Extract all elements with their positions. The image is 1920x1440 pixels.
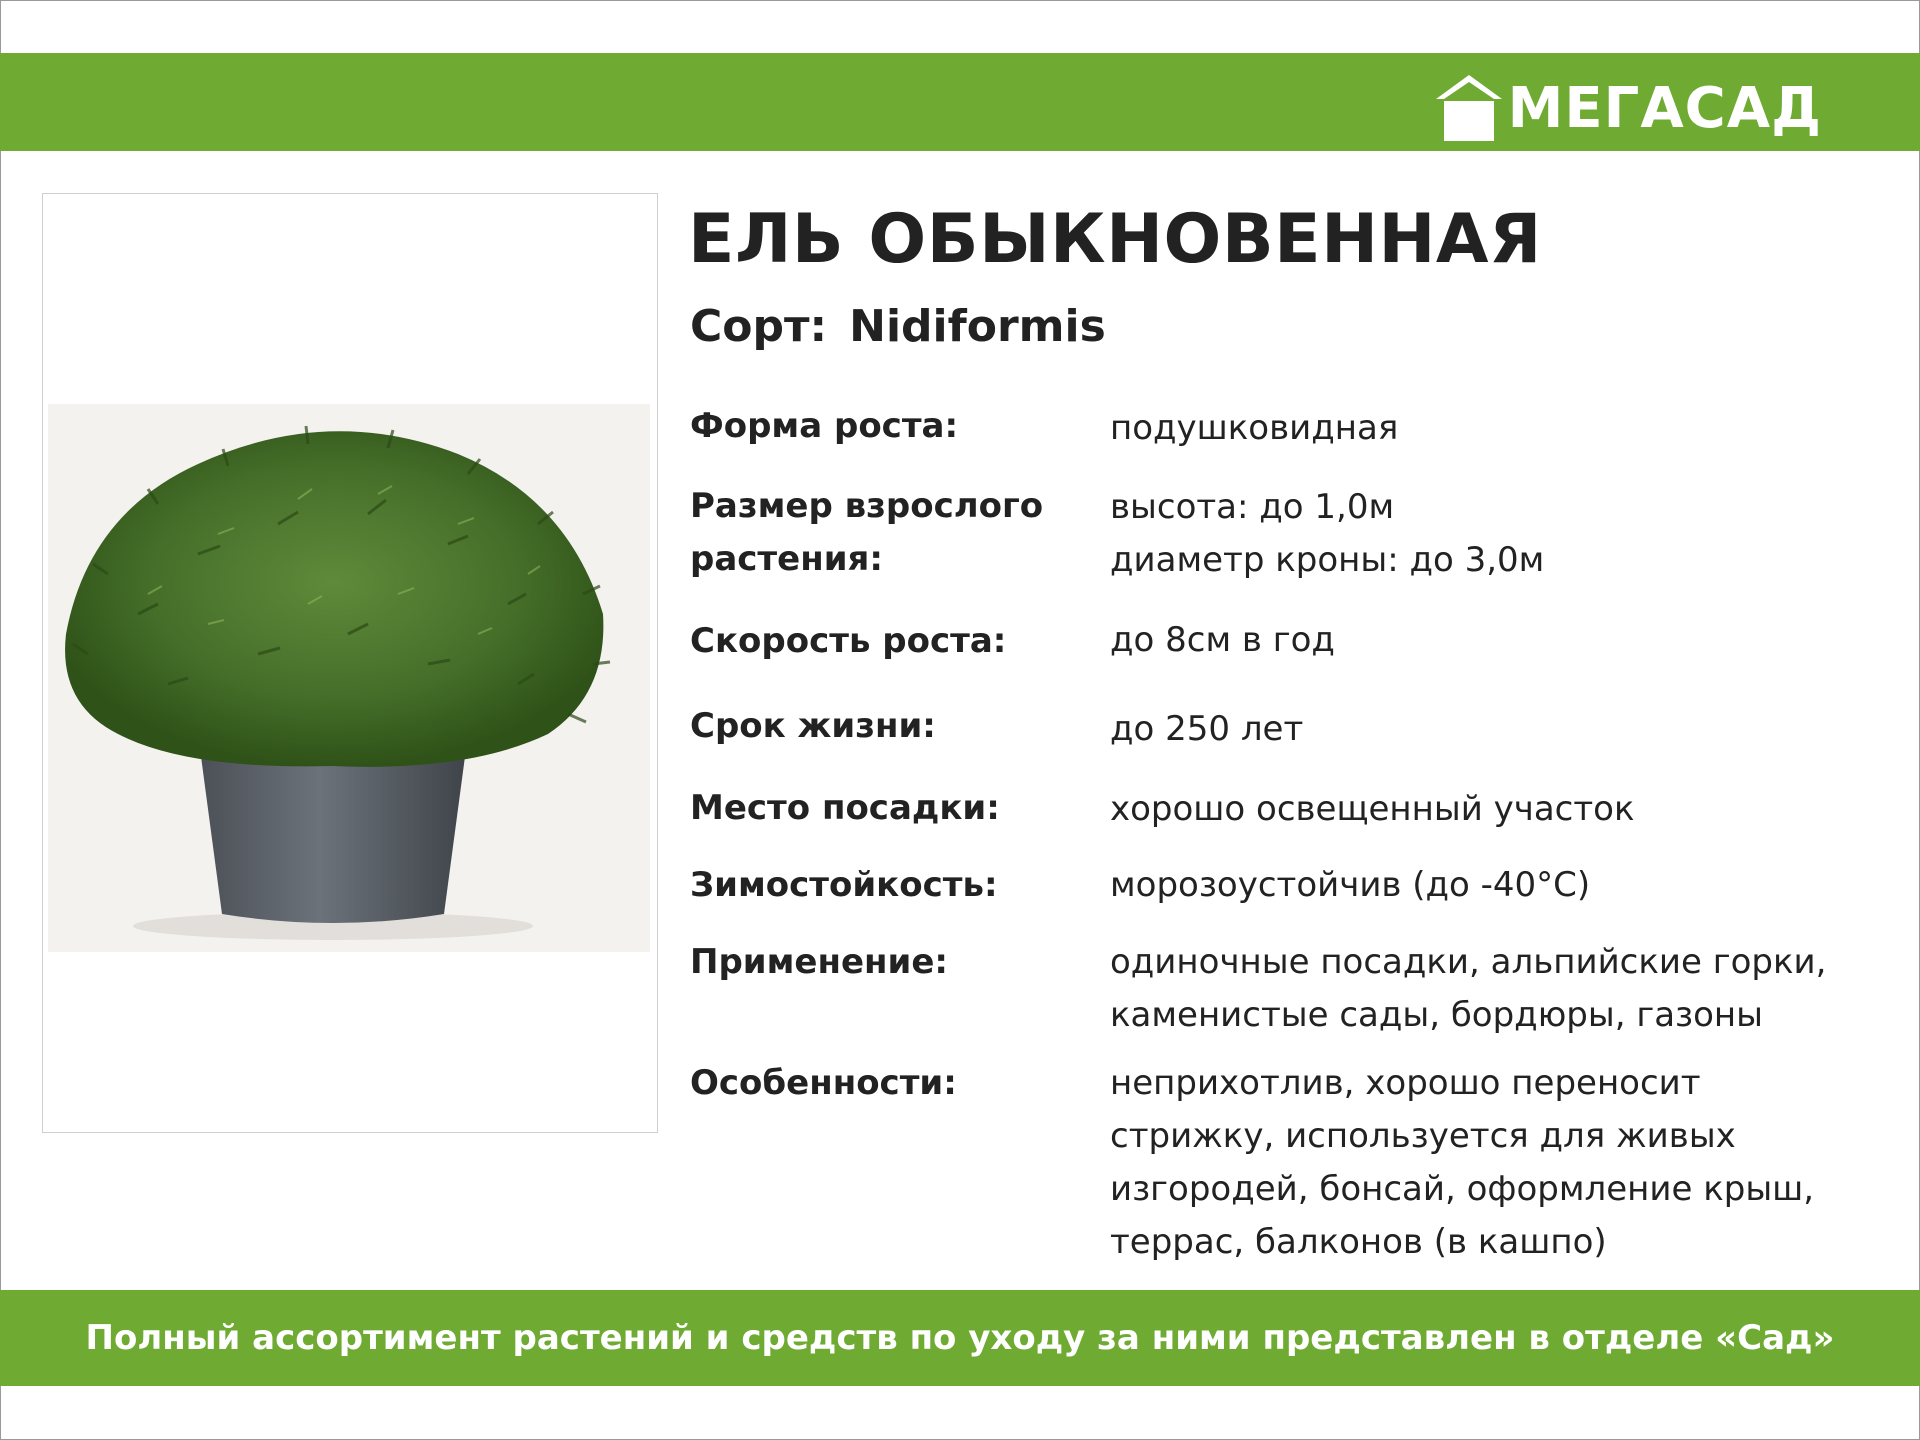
property-value: хорошо освещенный участок xyxy=(1110,789,1635,829)
property-label: Скорость роста: xyxy=(690,621,1007,661)
product-photo xyxy=(42,193,658,1133)
house-icon xyxy=(1434,71,1504,143)
footer-text: Полный ассортимент растений и средств по уходу за ними представлен в отделе «Сад» xyxy=(85,1318,1835,1358)
potted-spruce-image xyxy=(48,404,650,952)
product-variety xyxy=(690,298,1106,356)
property-value: подушковидная xyxy=(1110,408,1399,448)
property-value: неприхотлив, хорошо переносит стрижку, используется для живых изгородей, бонсай, оформление крыш, террас, балконов (в кашпо) xyxy=(1110,1063,1815,1262)
product-title: ЕЛЬ ОБЫКНОВЕННАЯ xyxy=(688,200,1542,279)
property-label: Зимостойкость: xyxy=(690,865,998,905)
property-value: одиночные посадки, альпийские горки, каменистые сады, бордюры, газоны xyxy=(1110,942,1827,1035)
brand-name: МЕГАСАД xyxy=(1507,76,1822,141)
property-value: до 250 лет xyxy=(1110,709,1304,749)
brand-logo xyxy=(1434,63,1822,143)
property-value: морозоустойчив (до -40°С) xyxy=(1110,865,1591,905)
property-value: высота: до 1,0м диаметр кроны: до 3,0м xyxy=(1110,487,1545,580)
property-label: Особенности: xyxy=(690,1063,957,1103)
property-label: Применение: xyxy=(690,942,948,982)
variety-label: Сорт: xyxy=(690,301,828,352)
property-label: Срок жизни: xyxy=(690,706,936,746)
variety-value: Nidiformis xyxy=(849,301,1106,352)
property-label: Место посадки: xyxy=(690,788,1000,828)
property-value: до 8см в год xyxy=(1110,620,1335,660)
property-label: Форма роста: xyxy=(690,406,959,446)
property-label: Размер взрослого растения: xyxy=(690,486,1044,579)
footer-band xyxy=(0,1290,1920,1386)
